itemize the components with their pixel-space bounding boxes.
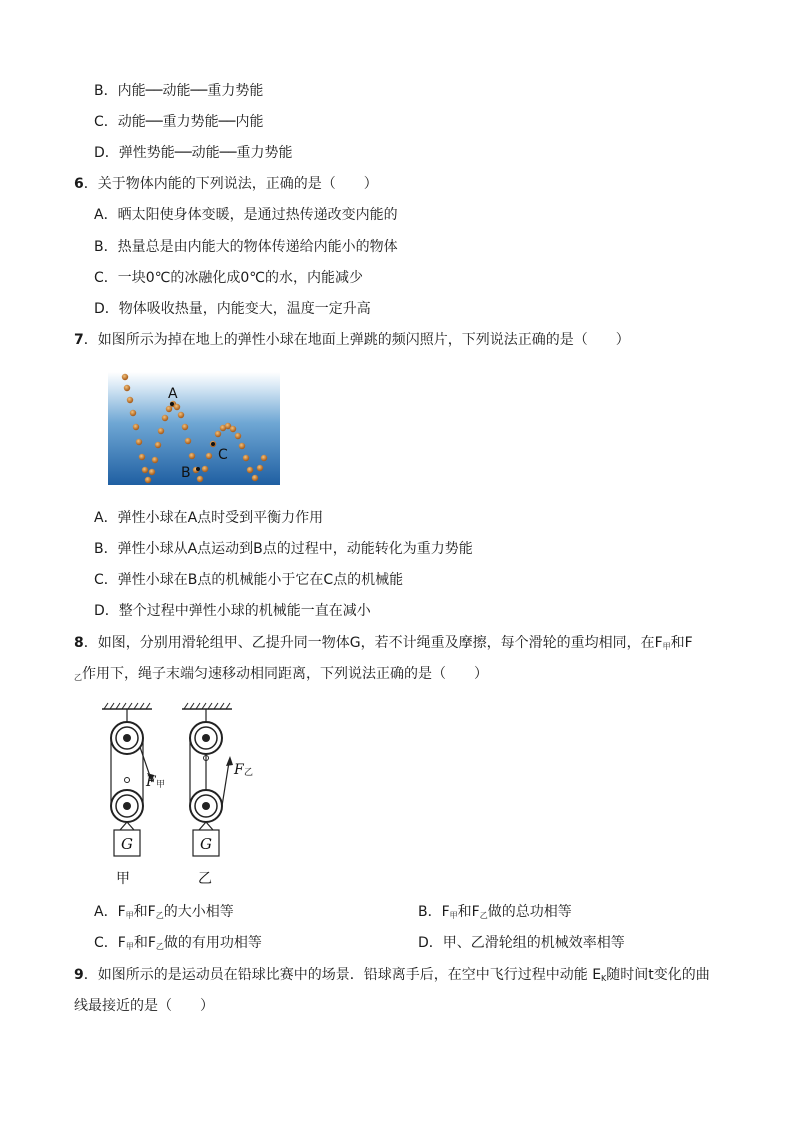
q7-option-b: B．弹性小球从A点运动到B点的过程中，动能转化为重力势能	[94, 541, 473, 557]
q8-stem-line2	[74, 664, 488, 688]
q7-stem	[74, 330, 630, 350]
q8-a-pre: A．F	[94, 904, 126, 920]
q8-stem-part3: 作用下，绳子末端匀速移动相同距离，下列说法正确的是（ ）	[82, 666, 488, 682]
point-c-label: C	[218, 447, 228, 463]
q8-c-post: 做的有用功相等	[163, 935, 262, 951]
q8-stem-part1: ．如图，分别用滑轮组甲、乙提升同一物体G，若不计绳重及摩擦，每个滑轮的重均相同，在F	[83, 635, 663, 651]
load-label-yi: G	[200, 835, 212, 853]
q9-stem-line1	[74, 965, 710, 989]
q6-option-b: B．热量总是由内能大的物体传递给内能小的物体	[94, 239, 398, 255]
q8-b-mid: 和F	[457, 904, 480, 920]
load-label-jia: G	[121, 835, 133, 853]
q8-number: 8	[74, 635, 84, 651]
q8-b-post: 做的总功相等	[487, 904, 572, 920]
caption-jia: 甲	[116, 871, 130, 887]
q5-option-d: D．弹性势能──动能──重力势能	[94, 145, 293, 161]
pulley-figure	[96, 700, 266, 890]
q8-a-sub-yi: 乙	[155, 911, 164, 920]
q7-option-c: C．弹性小球在B点的机械能小于它在C点的机械能	[94, 572, 404, 588]
q8-stem-part2: 和F	[670, 635, 693, 651]
point-b-label: B	[181, 465, 191, 481]
q6-option-d: D．物体吸收热量，内能变大，温度一定升高	[94, 301, 371, 317]
pulley-diagram	[96, 700, 266, 890]
force-label-yi-sub: 乙	[244, 768, 254, 778]
point-c-marker	[211, 442, 215, 446]
q6-option-a: A．晒太阳使身体变暖，是通过热传递改变内能的	[94, 207, 398, 223]
q8-stem-sub-jia: 甲	[662, 642, 671, 651]
q8-b-pre: B．F	[418, 904, 450, 920]
q8-a-mid: 和F	[133, 904, 156, 920]
q8-b-sub-jia: 甲	[449, 911, 458, 920]
q5-option-b: B．内能──动能──重力势能	[94, 83, 264, 99]
q8-c-sub-jia: 甲	[125, 942, 134, 951]
force-label-yi: F	[234, 762, 244, 778]
q6-number: 6	[74, 176, 84, 192]
q8-option-c	[94, 933, 262, 957]
q8-a-post: 的大小相等	[163, 904, 234, 920]
q7-option-d: D．整个过程中弹性小球的机械能一直在减小	[94, 603, 371, 619]
q8-b-sub-yi: 乙	[479, 911, 488, 920]
q6-stem-text: ．关于物体内能的下列说法，正确的是（ ）	[83, 176, 378, 192]
q9-stem-line2: 线最接近的是（ ）	[74, 998, 214, 1014]
q8-option-b	[418, 902, 572, 926]
q7-stem-text: ．如图所示为掉在地上的弹性小球在地面上弹跳的频闪照片，下列说法正确的是（ ）	[83, 332, 630, 348]
q9-number: 9	[74, 967, 84, 983]
q9-stem-part2: 随时间t变化的曲	[606, 967, 710, 983]
q6-stem	[74, 174, 378, 194]
point-b-marker	[196, 467, 200, 471]
q8-a-sub-jia: 甲	[125, 911, 134, 920]
q8-stem-sub-yi: 乙	[74, 673, 82, 682]
force-label-jia: F	[146, 774, 156, 790]
q8-option-a	[94, 902, 234, 926]
q9-stem-part1: ．如图所示的是运动员在铅球比赛中的场景．铅球离手后，在空中飞行过程中动能 E	[83, 967, 602, 983]
q9-stem-sub: K	[601, 974, 607, 983]
q5-option-c: C．动能──重力势能──内能	[94, 114, 264, 130]
q6-option-c: C．一块0℃的冰融化成0℃的水，内能减少	[94, 270, 364, 286]
q7-option-a: A．弹性小球在A点时受到平衡力作用	[94, 510, 324, 526]
force-label-jia-sub: 甲	[156, 780, 166, 790]
q7-number: 7	[74, 332, 84, 348]
q8-option-d: D．甲、乙滑轮组的机械效率相等	[418, 935, 625, 951]
point-a-label: A	[168, 386, 178, 402]
q8-stem-line1	[74, 633, 693, 657]
q8-c-pre: C．F	[94, 935, 126, 951]
pulley-system-yi	[182, 703, 233, 856]
bouncing-ball-photo	[108, 372, 280, 485]
bouncing-ball-image	[108, 372, 280, 485]
q8-c-sub-yi: 乙	[155, 942, 164, 951]
q8-c-mid: 和F	[133, 935, 156, 951]
point-a-marker	[170, 402, 174, 406]
caption-yi: 乙	[198, 871, 212, 887]
